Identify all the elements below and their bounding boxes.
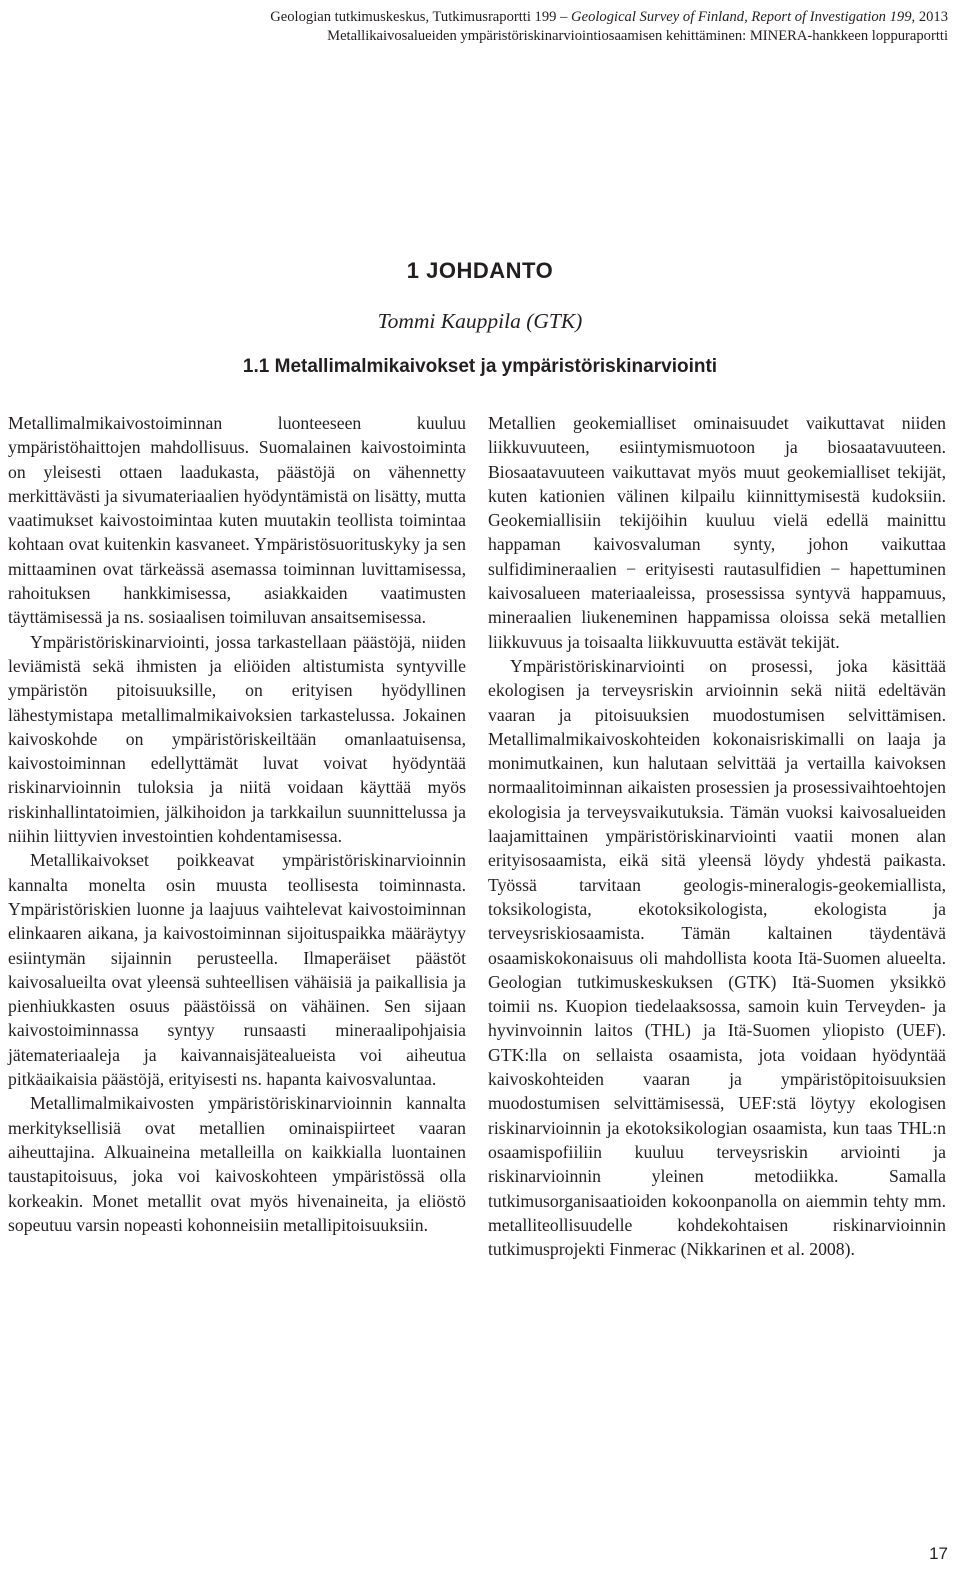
header-line-1 [270,8,948,27]
header-year: , 2013 [911,9,948,25]
section-title: 1.1 Metallimalmikaivokset ja ympäristöriskinarviointi [242,356,718,377]
header-publisher: Geologian tutkimuskeskus, Tutkimusraportti 199 – [270,9,572,25]
page-number: 17 [929,1544,948,1563]
header-line-2: Metallikaivosalueiden ympäristöriskinarviointiosaamisen kehittäminen: MINERA-hankkeen loppuraportti [327,28,948,44]
left-column [8,411,466,1237]
right-column [488,411,946,1261]
paragraph: Metallimalmikaivostoiminnan luonteeseen kuuluu ympäristöhaittojen mahdollisuus. Suomalainen kaivostoiminta on yleisesti ottaen laadukasta, päästöjä on vähennetty merkittävästi ja sivumateriaalien hyödyntämistä on lisätty, mutta vaatimukset kaivostoimintaa kuten muutakin teollista toimintaa kohtaan ovat kuitenkin kasvaneet. Ympäristösuorituskyky ja sen mittaaminen ovat tärkeässä asemassa toiminnan luvittamisessa, rahoituksen hankkimisessa, asiakkaiden vaatimusten täyttämisessä ja ns. sosiaalisen toimiluvan ansaitsemisessa. [8,413,466,628]
paragraph: Metallikaivokset poikkeavat ympäristöriskinarvioinnin kannalta monelta osin muusta teollisesta toiminnasta. Ympäristöriskien luonne ja laajuus vaihtelevat kaivostoiminnan elinkaaren aikana, ja kaivostoiminnan sijoituspaikka määräytyy esiintymän sijainnin perusteella. Ilmaperäiset päästöt kaivosalueilta ovat yleensä suhteellisen vähäisiä ja paikallisia ja pienhiukkasten osuus päästöissä on vähäinen. Sen sijaan kaivostoiminnassa syntyy runsaasti mineraalipohjaisia jätemateriaaleja ja kaivannaisjätealueista voi aiheutua pitkäaikaisia päästöjä, erityisesti ns. hapanta kaivosvaluntaa. [8,850,466,1090]
header-series-english: Geological Survey of Finland, Report of Investigation 199 [571,9,912,25]
author: Tommi Kauppila (GTK) [377,309,583,333]
paragraph: Ympäristöriskinarviointi, jossa tarkastellaan päästöjä, niiden leviämistä sekä ihmisten ja eliöiden altistumista syntyville ympäristön pitoisuuksille, on erityisen hyödyllinen lähestymistapa metallimalmikaivoksien tarkastelussa. Jokainen kaivoskohde on ympäristöriskeiltään omanlaatuisensa, kaivostoiminnan edellyttämät luvat voivat hyödyntää riskinarvioinnin tuloksia ja niitä voidaan käyttää myös riskinhallintatoimien, jälkihoidon ja tarkkailun suunnittelussa ja niihin liittyvien investointien kohdentamisessa. [8,631,466,847]
running-header [270,8,948,46]
chapter-title: 1 JOHDANTO [406,258,554,283]
paragraph: Metallimalmikaivosten ympäristöriskinarvioinnin kannalta merkityksellisiä ovat metallien ominaispiirteet vaaran aiheuttajina. Alkuaineina metalleilla on kaikkialla luontainen taustapitoisuus, joka voi kaivoskohteen ympäristössä olla korkeakin. Monet metallit ovat myös hivenaineita, ja eliöstö sopeutuu varsin nopeasti kohonneisiin metallipitoisuuksiin. [8,1093,466,1235]
paragraph: Ympäristöriskinarviointi on prosessi, joka käsittää ekologisen ja terveysriskin arvioinnin sekä niitä edeltävän vaaran ja pitoisuuksien muodostumisen selvittämisen. Metallimalmikaivoskohteiden kokonaisriskimalli on laaja ja monimutkainen, kun halutaan selvittää ja vertailla kaivoksen normaalitoiminnan aikaisten prosessien ja prosessivaihtoehtojen ekologisia ja terveysvaikutuksia. Tämän vuoksi kaivosalueiden laajamittainen ympäristöriskinarviointi vaatii monen alan erityisosaamista, eikä sitä yleensä löydy yhdestä paikasta. Työssä tarvitaan geologis-mineralogis-geokemiallista, toksikologista, ekotoksikologista, ekologista ja terveysriskiosaamista. Tämän kaltainen täydentävä osaamiskokonaisuus oli mahdollista koota Itä-Suomen alueelta. Geologian tutkimuskeskuksen (GTK) Itä-Suomen yksikkö toimii ns. Kuopion tiedelaaksossa, samoin kuin Terveyden- ja hyvinvoinnin laitos (THL) ja Itä-Suomen yliopisto (UEF). GTK:lla on sellaista osaamista, jota voidaan hyödyntää kaivoskohteiden vaaran ja ympäristöpitoisuuksien muodostumisen selvittämisessä, UEF:stä löytyy ekologisen riskinarvioinnin ja ekotoksikologian osaamista, kun taas THL:n osaamispofiiliin kuuluu terveysriskin arviointi ja riskinarvioinnin yleinen metodiikka. Samalla tutkimusorganisaatioiden kokoonpanolla on aiemmin tehty mm. metalliteollisuudelle kohdekohtaisen riskinarvioinnin tutkimusprojekti Finmerac (Nikkarinen et al. 2008). [488,655,946,1260]
paragraph: Metallien geokemialliset ominaisuudet vaikuttavat niiden liikkuvuuteen, esiintymismuotoon ja biosaatavuuteen. Biosaatavuuteen vaikuttavat myös muut geokemialliset tekijät, kuten kationien välinen kilpailu kiinnittymisestä kudoksiin. Geokemiallisiin tekijöihin kuuluu vielä edellä mainittu happaman kaivosvaluman synty, johon vaikuttaa sulfidimineraalien − erityisesti rautasulfidien − hapettuminen kaivosalueen materiaaleissa, prosessissa syntyvä happamuus, mineraalien liukeneminen happamissa oloissa sekä metallien liikkuvuus ja toisaalta liikkuvuutta estävät tekijät. [488,413,946,652]
